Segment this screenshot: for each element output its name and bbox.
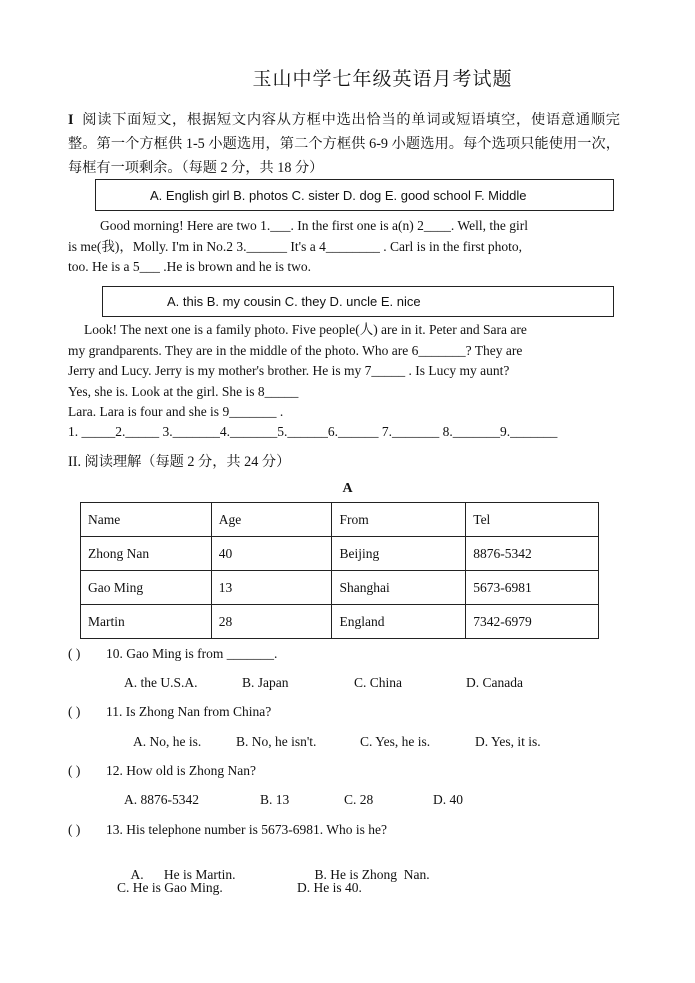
word-box-2: A. this B. my cousin C. they D. uncle E. nice (102, 286, 614, 317)
option-d[interactable]: D. He is 40. (297, 880, 362, 895)
option-a[interactable]: A. No, he is. (133, 734, 202, 749)
question-10-options (124, 675, 523, 691)
section2-heading: II. 阅读理解（每题 2 分，共 24 分） (68, 454, 291, 470)
passage-2-line: Lara. Lara is four and she is 9_______ . (68, 404, 284, 419)
answer-paren[interactable]: ( ) (68, 646, 81, 661)
table-cell: England (332, 605, 466, 639)
option-b[interactable]: B. Japan (242, 675, 289, 690)
table-header-cell: Tel (466, 503, 599, 537)
passage-2-line: Look! The next one is a family photo. Five people(人) are in it. Peter and Sara are (84, 322, 527, 337)
question-11-options (133, 734, 541, 750)
passage-2-line: my grandparents. They are in the middle of the photo. Who are 6_______? They are (68, 342, 523, 358)
question-stem: 10. Gao Ming is from _______. (106, 646, 278, 661)
table-row (81, 537, 599, 571)
option-a[interactable]: A. He is Martin. (130, 867, 236, 882)
section1-instructions (68, 108, 620, 180)
table-cell: 13 (211, 571, 332, 605)
passage-1-line: is me(我)，Molly. I'm in No.2 3.______ It's a 4________ . Carl is in the first photo, (68, 238, 522, 254)
option-c[interactable]: C. He is Gao Ming. (117, 880, 223, 895)
answer-paren[interactable]: ( ) (68, 704, 81, 719)
table-cell: 40 (211, 537, 332, 571)
section1-numeral: I (68, 112, 74, 128)
answer-paren[interactable]: ( ) (68, 822, 81, 837)
option-a[interactable]: A. 8876-5342 (124, 792, 199, 807)
answer-blanks-line: 1. _____2._____ 3._______4._______5.______6.______ 7._______ 8._______9._______ (68, 424, 558, 439)
passage-1-line: Good morning! Here are two 1.___. In the first one is a(n) 2____. Well, the girl (100, 218, 528, 233)
option-d[interactable]: D. Yes, it is. (475, 734, 541, 749)
section1-instruction-text: 阅读下面短文，根据短文内容从方框中选出恰当的单词或短语填空，使语意通顺完整。第一个方框供 1-5 小题选用，第二个方框供 6-9 小题选用。每个选项只能使用一次，每框有一项剩余。（每题 2 分，共 18 分） (68, 112, 620, 176)
table-cell: Zhong Nan (81, 537, 212, 571)
option-b[interactable]: B. 13 (260, 792, 290, 807)
table-cell: 7342-6979 (466, 605, 599, 639)
option-c[interactable]: C. Yes, he is. (360, 734, 431, 749)
option-a[interactable]: A. the U.S.A. (124, 675, 198, 690)
question-12 (68, 763, 256, 779)
table-cell: Martin (81, 605, 212, 639)
table-cell: 28 (211, 605, 332, 639)
passage-2-line: Jerry and Lucy. Jerry is my mother's brother. He is my 7_____ . Is Lucy my aunt? (68, 363, 510, 378)
option-c[interactable]: C. 28 (344, 792, 374, 807)
table-row (81, 605, 599, 639)
question-10 (68, 646, 277, 662)
table-cell: 5673-6981 (466, 571, 599, 605)
table-cell: 8876-5342 (466, 537, 599, 571)
option-b[interactable]: B. No, he isn't. (236, 734, 317, 749)
table-header-cell: Name (81, 503, 212, 537)
table-cell: Shanghai (332, 571, 466, 605)
word-box-1: A. English girl B. photos C. sister D. dog E. good school F. Middle (95, 179, 614, 211)
passage-2 (68, 320, 618, 423)
passage-1 (68, 216, 618, 278)
page-title: 玉山中学七年级英语月考试题 (252, 69, 513, 90)
info-table (80, 502, 599, 639)
option-d[interactable]: D. Canada (466, 675, 523, 690)
passage-2-line: Yes, she is. Look at the girl. She is 8_____ (68, 383, 299, 399)
option-b[interactable]: B. He is Zhong Nan. (314, 867, 430, 882)
question-stem: 11. Is Zhong Nan from China? (106, 704, 272, 719)
option-d[interactable]: D. 40 (433, 792, 463, 807)
table-header-cell: Age (211, 503, 332, 537)
answer-paren[interactable]: ( ) (68, 763, 81, 778)
option-c[interactable]: C. China (354, 675, 403, 690)
question-13 (68, 822, 387, 838)
passage-1-line: too. He is a 5___ .He is brown and he is two. (68, 259, 311, 274)
question-stem: 13. His telephone number is 5673-6981. Who is he? (106, 822, 387, 837)
table-cell: Beijing (332, 537, 466, 571)
question-13-options-row2 (117, 880, 362, 896)
table-row (81, 571, 599, 605)
question-12-options (124, 792, 463, 808)
question-11 (68, 704, 271, 720)
table-cell: Gao Ming (81, 571, 212, 605)
table-header-row (81, 503, 599, 537)
passage-label: A (342, 481, 353, 496)
table-header-cell: From (332, 503, 466, 537)
question-stem: 12. How old is Zhong Nan? (106, 763, 256, 778)
